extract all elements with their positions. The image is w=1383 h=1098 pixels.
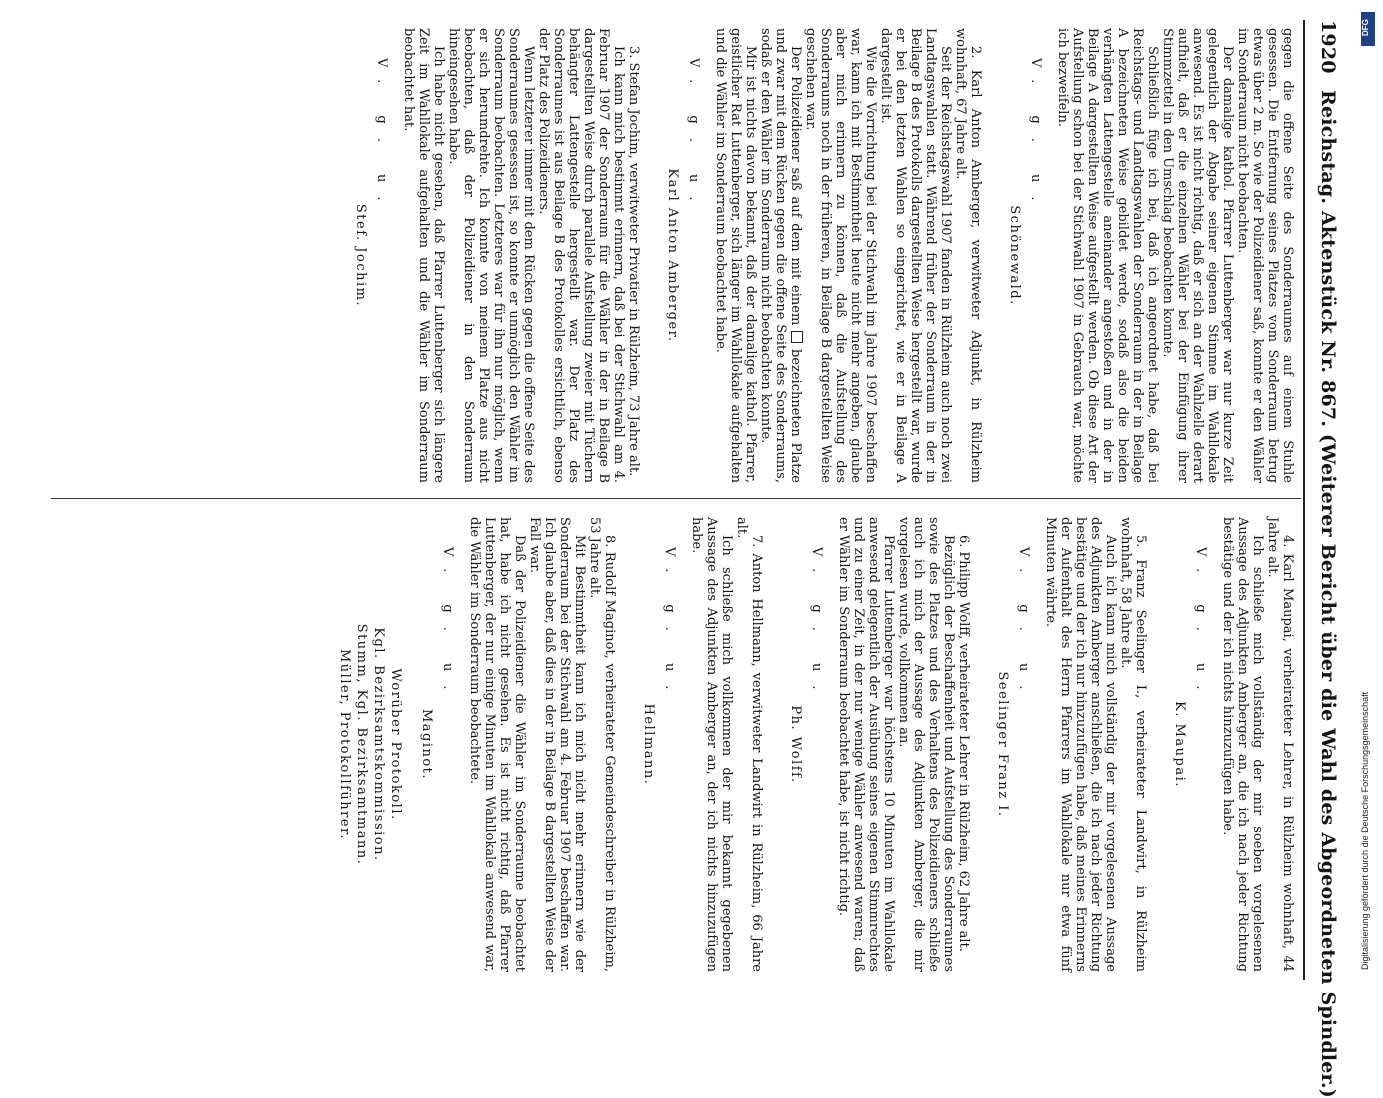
page-header xyxy=(1305,20,1345,1098)
left-column xyxy=(337,28,1295,483)
signature-vgu: V. g. u. xyxy=(662,547,677,704)
paragraph: Ich habe nicht gesehen, daß Pfarrer Luttenberger sich längere Zeit im Wahllokale aufgehalten und die Wähler im Sonderraum beobachtet hat. xyxy=(401,28,446,483)
protocol-closing: Worüber Protokoll. xyxy=(388,668,403,821)
signature-vgu: V. g. u. xyxy=(1028,58,1043,215)
paragraph: Ich kann mich bestimmt erinnern, daß bei der Stichwahl am 4. Februar 1907 der Sonderraum für die Wähler in der in Beilage B dargestellten Weise durch parallele Aufstellung zweier mit Tüchern behängter Lattengestelle hergestellt war. Der Platz des Sonderraumes ist aus Beilage B des Protokolles ersichtlich, ebenso der Platz des Polizeidieners. xyxy=(536,28,626,483)
signature-vgu: V. g. u. xyxy=(1016,547,1031,704)
signature-name: Karl Anton Amberger. xyxy=(665,168,680,343)
testimony-entry-3 xyxy=(353,28,641,483)
signature-vgu: V. g. u. xyxy=(809,547,824,704)
paragraph: Pfarrer Luttenberger war höchstens 10 Minuten im Wahllokale anwesend gelegentlich der Ausübung seines eigenen Stimmrechtes und zu einer Zeit, in der nur wenige Wähler anwesend waren; daß er Wähler im Sonderraum beobachtet habe, ist nicht richtig. xyxy=(836,517,896,972)
paragraph: Wie die Vorrichtung bei der Stichwahl im Jahre 1907 beschaffen war, kann ich mit Bestimmtheit heute nicht mehr angeben, glaube aber mich erinnern zu können, daß die Aufstellung des Sonderraums noch in der früheren, in Beilage B dargestellten Weise geschehen war. xyxy=(803,28,878,483)
paragraph: Mir ist nichts davon bekannt, daß der damalige kathol. Pfarrer, geistlicher Rat Luttenberger, sich länger im Wahllokale aufgehalten und die Wähler im Sonderraum beobachtet habe. xyxy=(713,28,758,483)
signature-vgu: V. g. u. xyxy=(374,58,389,215)
signatory-official: Stumm, Kgl. Bezirksamtmann. xyxy=(354,623,369,866)
signature-name: Ph. Wolff. xyxy=(788,705,803,784)
paragraph: 8. Rudolf Maginot, verheirateter Gemeindeschreiber in Rülzheim, 53 Jahre alt. xyxy=(587,517,617,972)
page-title: Reichstag. Aktenstück Nr. 867. (Weiterer Bericht über die Wahl des Abgeordneten Spindler.) xyxy=(1317,90,1339,1098)
testimony-entry-8 xyxy=(337,517,617,972)
paragraph: 7. Anton Hellmann, verwitweter Landwirt in Rülzheim, 66 Jahre alt. xyxy=(734,517,764,972)
paragraph: 6. Philipp Wolff, verheirateter Lehrer in Rülzheim, 62 Jahre alt. xyxy=(956,535,971,952)
signature-name: Seelinger Franz I. xyxy=(995,671,1010,818)
paragraph xyxy=(758,28,803,483)
signature-name: K. Maupai. xyxy=(1172,701,1187,788)
rotated-page-content xyxy=(45,20,1345,1098)
testimony-entry-2 xyxy=(665,28,983,483)
signatory-clerk: Müller, Protokollführer. xyxy=(337,649,352,840)
paragraph: 5. Franz Seelinger I., verheirateter Landwirt, in Rülzheim wohnhaft, 58 Jahre alt. xyxy=(1118,517,1148,972)
testimony-entry-4 xyxy=(1172,517,1295,972)
signature-vgu: V. g. u. xyxy=(1193,547,1208,704)
signature-name: Maginot. xyxy=(419,708,434,781)
paragraph: Auch ich kann mich vollständig der mir vorgelesenen Aussage des Adjunkten Amberger anschließen, die ich nach jeder Richtung bestätige und der ich nur hinzuzufügen habe, daß meines Erinnerns der Aufenthalt des Herrn Pfarrers im Wahllokale nur etwa fünf Minuten währte. xyxy=(1043,517,1118,972)
paragraph: Bezüglich der Beschaffenheit und Aufstellung des Sonderraumes sowie des Platzes und des Verhaltens des Polizeidieners schließe auch ich mich der Aussage des Adjunkten Amberger, die mir vorgelesen wurde, vollkommen an. xyxy=(896,517,956,972)
text-run: Der Polizeidiener saß auf dem mit einem xyxy=(788,46,803,332)
paragraph: Daß der Polizeidiener die Wähler im Sonderraume beobachtet hat, habe ich nicht gesehen. Es ist nicht richtig, daß Pfarrer Luttenberger, der nur einige Minuten im Wahllokale anwesend war, die Wähler im Sonderraum beobachtete. xyxy=(467,517,527,972)
paragraph: 2. Karl Anton Amberger, verwitweter Adjunkt, in Rülzheim wohnhaft, 67 Jahre alt. xyxy=(953,28,983,483)
paragraph: Ich schließe mich vollkommen der mir bekannt gegebenen Aussage des Adjunkten Amberger an, der ich nichts hinzuzufügen habe. xyxy=(689,517,734,972)
paragraph: 4. Karl Maupai, verheirateter Lehrer, in Rülzheim wohnhaft, 44 Jahre alt. xyxy=(1265,517,1295,972)
digitization-credit xyxy=(1360,10,1378,990)
testimony-entry-7 xyxy=(641,517,764,972)
paragraph: gegen die offene Seite des Sonderraumes auf einem Stuhle gesessen. Die Entfernung seines Platzes vom Sonderraum betrug etwas über 2 m. So wie der Polizeidiener saß, konnte er den Wähler im Sonderraum nicht beobachten. xyxy=(1235,28,1295,483)
seat-box-symbol xyxy=(791,331,803,343)
credit-text: Digitalisierung gefördert durch die Deutsche Forschungsgemeinschaft xyxy=(1360,691,1370,970)
right-column xyxy=(335,517,1295,972)
signature-vgu: V. g. u. xyxy=(686,58,701,215)
testimony-entry-6 xyxy=(788,517,971,972)
paragraph: Schließlich füge ich bei, daß ich angeordnet habe, daß bei Reichstags- und Landtagswahlen der Sonderraum in der in Beilage A bezeichneten Weise gebildet werde, sodaß also die beiden verhängten Lattengestelle aneinander angestoßen und in der in Beilage A dargestellten Weise aufgestellt werden. Ob diese Art der Aufstellung schon bei der Stichwahl 1907 in Gebrauch war, möchte ich bezweifeln. xyxy=(1055,28,1160,483)
paragraph: Der damalige kathol. Pfarrer Luttenberger war nur kurze Zeit gelegentlich der Abgabe seiner eigenen Stimme im Wahllokale anwesend. Es ist nicht richtig, daß er sich an der Wahlzelle derart aufhielt, daß er die einzelnen Wähler bei der Einfügung ihrer Stimmzettel in den Umschlag beobachten konnte. xyxy=(1160,28,1235,483)
page-number: 1920 xyxy=(1317,20,1339,74)
signature-name: Hellmann. xyxy=(641,703,656,786)
paragraph: Mit Bestimmtheit kann ich mich nicht mehr erinnern wie der Sonderraum bei der Stichwahl am 4. Februar 1907 beschaffen war. Ich glaube aber, daß dies in der in Beilage B dargestellten Weise der Fall war. xyxy=(527,517,587,972)
office-name: Kgl. Bezirksamtskommission. xyxy=(371,627,386,862)
signature-name: Schönewald. xyxy=(1007,205,1022,306)
signature-name: Stef. Jochim. xyxy=(353,203,368,308)
header-rule xyxy=(1303,20,1305,980)
paragraph: 3. Stefan Jochim, verwitweter Privatier in Rülzheim, 73 Jahre alt. xyxy=(626,46,641,477)
testimony-entry-5 xyxy=(995,517,1148,972)
paragraph: Ich schließe mich vollständig der mir soeben vorgelesenen Aussage des Adjunkten Amberger an, die ich nach jeder Richtung bestätige und der ich nichts hinzuzufügen habe. xyxy=(1220,517,1265,972)
column-divider xyxy=(51,498,1301,499)
paragraph: Wenn letzterer immer mit dem Rücken gegen die offene Seite des Sonderraumes gesessen ist, so konnte er unmöglich den Wähler im Sonderraum beobachten. Letzteres war für ihn nur möglich, wenn er sich herumdrehte. Ich konnte von meinem Platze aus nicht beobachten, daß der Polizeidiener in den Sonderraum hineingesehen habe. xyxy=(446,28,536,483)
paragraph: Seit der Reichstagswahl 1907 fanden in Rülzheim auch noch zwei Landtagswahlen statt. Während früher der Sonderraum in der in Beilage B des Protokolls dargestellten Weise hergestellt war, wurde er bei den letzten Wahlen so eingerichtet, wie er in Beilage A dargestellt ist. xyxy=(878,28,953,483)
text-run: bezeichneten Platze und zwar mit dem Rücken gegen die offene Seite des Sonderraums, sodaß er den Wähler im Sonderraum nicht beobachten konnte. xyxy=(758,28,803,483)
dfg-badge-label: DFG xyxy=(1361,19,1370,36)
signature-vgu: V. g. u. xyxy=(440,547,455,704)
